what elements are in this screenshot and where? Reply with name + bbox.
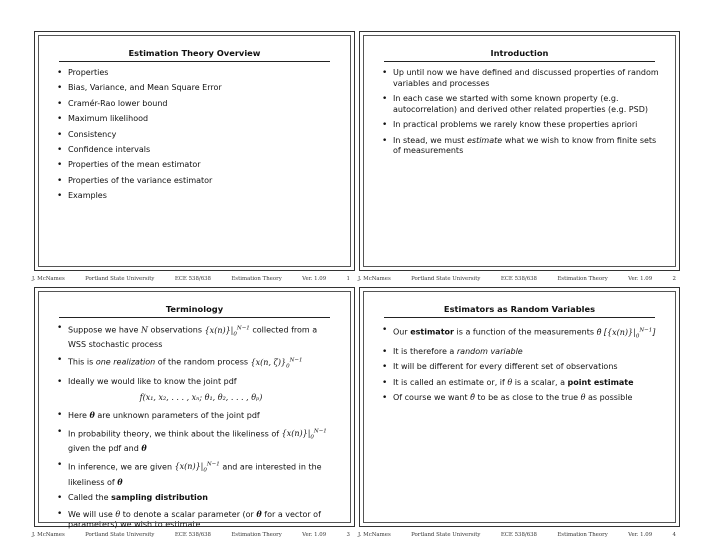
list-item: • Here θ are unknown parameters of the joint pdf: [57, 410, 334, 422]
list-item: • Up until now we have defined and discussed properties of random variables and processes: [382, 68, 659, 89]
slide-footer: J. McNames Portland State University ECE 538/638 Estimation Theory Ver. 1.09 3: [32, 532, 350, 542]
list-item: • Suppose we have N observations $\{x(n)\}|_0^{N-1}$ collected from a WSS stochastic process: [57, 323, 334, 350]
list-item: • It is therefore a random variable: [382, 347, 659, 358]
list-item: • Our estimator is a function of the measurements θ̂ $[\{x(n)\}|_0^{N-1}]$: [382, 325, 659, 342]
slide-title: Estimators as Random Variables: [384, 304, 655, 318]
list-item: • In stead, we must estimate what we wish to know from finite sets of measurements: [382, 136, 659, 157]
list-item: • Called the sampling distribution: [57, 493, 334, 504]
list-item: • In probability theory, we think about the likeliness of $\{x(n)\}|_0^{N-1}$ given the pdf and θ: [57, 427, 334, 455]
joint-pdf-equation: f(x₁, x₂, . . . , xₙ; θ₁, θ₂, . . . , θₚ): [139, 392, 263, 402]
page-number: 3: [346, 532, 350, 538]
list-item: • Properties of the mean estimator: [57, 160, 334, 171]
list-item: • This is one realization of the random process {x(n, $\zeta)\}_0^{N-1}$: [57, 355, 334, 372]
list-item: • Of course we want θ̂ to be as close to the true θ as possible: [382, 393, 659, 404]
list-item: • We will use θ to denote a scalar parameter (or θ for a vector of parameters) we wish to estimate: [57, 509, 334, 531]
slide-title: Estimation Theory Overview: [59, 48, 330, 62]
slide-3: [34, 287, 355, 527]
list-item: • Maximum likelihood: [57, 114, 334, 125]
slide-footer: J. McNames Portland State University ECE 538/638 Estimation Theory Ver. 1.09 4: [358, 532, 676, 542]
list-item: • In practical problems we rarely know these properties apriori: [382, 120, 659, 131]
list-item: • Properties of the variance estimator: [57, 176, 334, 187]
slide-2: [359, 31, 680, 271]
slide-footer: J. McNames Portland State University ECE 538/638 Estimation Theory Ver. 1.09 2: [358, 276, 676, 286]
page-number: 2: [672, 276, 676, 282]
list-item: • Examples: [57, 191, 334, 202]
slide-1: [34, 31, 355, 271]
page-number: 1: [346, 276, 350, 282]
list-item: • Confidence intervals: [57, 145, 334, 156]
slide-title: Terminology: [59, 304, 330, 318]
slide-footer: J. McNames Portland State University ECE 538/638 Estimation Theory Ver. 1.09 1: [32, 276, 350, 286]
list-item: • Properties: [57, 68, 334, 79]
list-item: • It is called an estimate or, if θ is a scalar, a point estimate: [382, 378, 659, 389]
bullet-list: [57, 323, 334, 536]
bullet-list: [382, 325, 659, 409]
page-number: 4: [672, 532, 676, 538]
list-item: • Ideally we would like to know the joint pdf f(x₁, x₂, . . . , xₙ; θ₁, θ₂, . . . , θₚ): [57, 377, 334, 403]
list-item: • Bias, Variance, and Mean Square Error: [57, 83, 334, 94]
bullet-list: [57, 68, 334, 207]
slide-4: [359, 287, 680, 527]
list-item: • Cramér-Rao lower bound: [57, 99, 334, 110]
bullet-list: [382, 68, 659, 162]
list-item: • It will be different for every different set of observations: [382, 362, 659, 373]
slide-title: Introduction: [384, 48, 655, 62]
list-item: • In each case we started with some known property (e.g. autocorrelation) and derived other related properties (e.g. PSD): [382, 94, 659, 115]
list-item: • Consistency: [57, 130, 334, 141]
list-item: • In inference, we are given $\{x(n)\}|_0^{N-1}$ and are interested in the likeliness of θ: [57, 460, 334, 488]
